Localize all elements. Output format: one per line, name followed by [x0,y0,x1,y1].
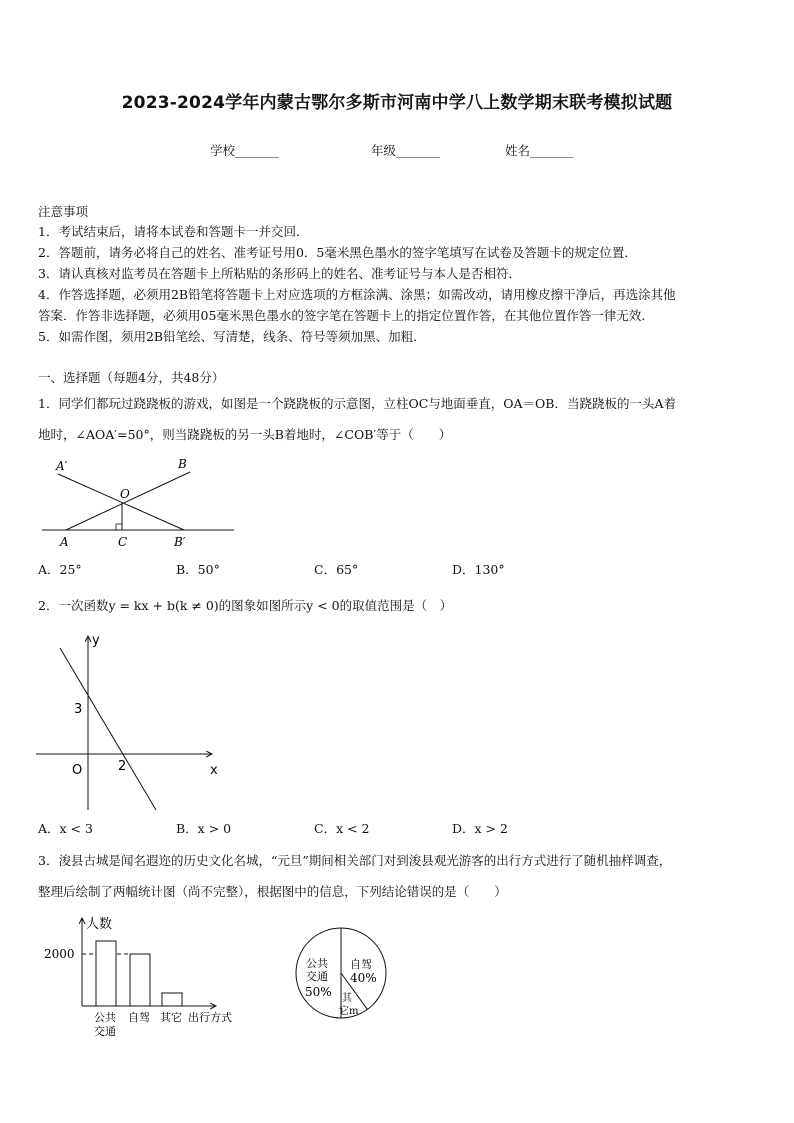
question-2-stem: 2．一次函数y = kx + b(k ≠ 0)的图象如图所示y < 0的取值范围是（ ） [38,598,453,613]
x-axis-label: x [210,763,218,778]
x-intercept-label: 2 [118,759,127,774]
bar-other [162,993,182,1006]
q1-option-a[interactable]: A．25° [38,562,82,577]
question-3-line-1: 3．浚县古城是闻名遐迩的历史文化名城，“元旦”期间相关部门对到浚县观光游客的出行方式进行了随机抽样调查， [38,853,672,868]
label-o: O [120,487,130,501]
bar-y-tick-2000: 2000 [44,947,75,961]
q1-option-d[interactable]: D．130° [452,562,505,577]
pie-public-pct: 50% [305,985,332,999]
notes-heading: 注意事项 [38,204,89,219]
q2-option-a[interactable]: A．x < 3 [38,821,93,836]
school-field[interactable]: 学校_______ [210,143,279,158]
bar-cat-2: 自驾 [128,1011,150,1024]
question-1-line-1: 1．同学们都玩过跷跷板的游戏，如图是一个跷跷板的示意图，立柱OC与地面垂直，OA＝OB．当跷跷板的一头A着 [38,396,677,411]
bar-self-drive [130,954,150,1006]
pie-chart [293,925,393,1025]
note-item: 2．答题前，请务必将自己的姓名、准考证号用0．5毫米黑色墨水的签字笔填写在试卷及答题卡的规定位置． [38,245,637,260]
label-b: B [178,457,187,471]
linear-function-graph [30,628,230,813]
label-c: C [118,535,128,549]
q2-option-d[interactable]: D．x > 2 [452,821,508,836]
function-line [60,648,156,810]
bar-cat-1-line-1: 公共 [94,1011,116,1024]
name-field[interactable]: 姓名_______ [505,143,574,158]
board-a-b [66,472,190,530]
bar-y-title: 人数 [86,917,113,932]
note-item: 3．请认真核对监考员在答题卡上所粘贴的条形码上的姓名、准考证号与本人是否相符． [38,266,521,281]
note-item: 答案．作答非选择题，必须用05毫米黑色墨水的签字笔在答题卡上的指定位置作答，在其他位置作答一律无效． [38,308,654,323]
board-a-prime-b-prime [58,474,184,530]
pie-self-label: 自驾 [350,958,372,971]
question-3-line-2: 整理后绘制了两幅统计图（尚不完整），根据图中的信息，下列结论错误的是（ ） [38,884,507,899]
bar-chart [38,912,260,1044]
page-title: 2023-2024学年内蒙古鄂尔多斯市河南中学八上数学期末联考模拟试题 [121,93,673,113]
bar-cat-3: 其它 [160,1011,182,1024]
bar-x-title: 出行方式 [188,1011,232,1024]
label-a-prime: A′ [56,459,68,473]
seesaw-figure [38,452,238,552]
pie-public-line-1: 公共 [306,957,328,970]
q2-option-c[interactable]: C．x < 2 [314,821,370,836]
q2-option-b[interactable]: B．x > 0 [176,821,232,836]
section-heading: 一、选择题（每题4分，共48分） [38,370,225,385]
right-angle-mark [116,524,122,530]
y-intercept-label: 3 [74,702,83,717]
y-axis-label: y [92,633,100,648]
pie-public-line-2: 交通 [306,970,328,983]
q1-option-c[interactable]: C．65° [314,562,359,577]
pie-other-line-1: 其 [342,993,352,1004]
question-1-line-2: 地时，∠AOA′=50°，则当跷跷板的另一头B着地时，∠COB′等于（ ） [38,427,452,442]
pie-self-pct: 40% [350,971,377,985]
origin-label: O [72,763,83,778]
label-b-prime: B′ [174,535,186,549]
q1-option-b[interactable]: B．50° [176,562,220,577]
pie-other-line-2: 它m [339,1006,359,1017]
note-item: 1．考试结束后，请将本试卷和答题卡一并交回． [38,224,309,239]
bar-cat-1-line-2: 交通 [94,1025,116,1038]
bar-public-transport [96,941,116,1006]
note-item: 5．如需作图，须用2B铅笔绘、写清楚，线条、符号等须加黑、加粗． [38,329,426,344]
grade-field[interactable]: 年级_______ [371,143,440,158]
label-a: A [60,535,69,549]
note-item: 4．作答选择题，必须用2B铅笔将答题卡上对应选项的方框涂满、涂黑；如需改动，请用橡皮擦干净后，再选涂其他 [38,287,676,302]
